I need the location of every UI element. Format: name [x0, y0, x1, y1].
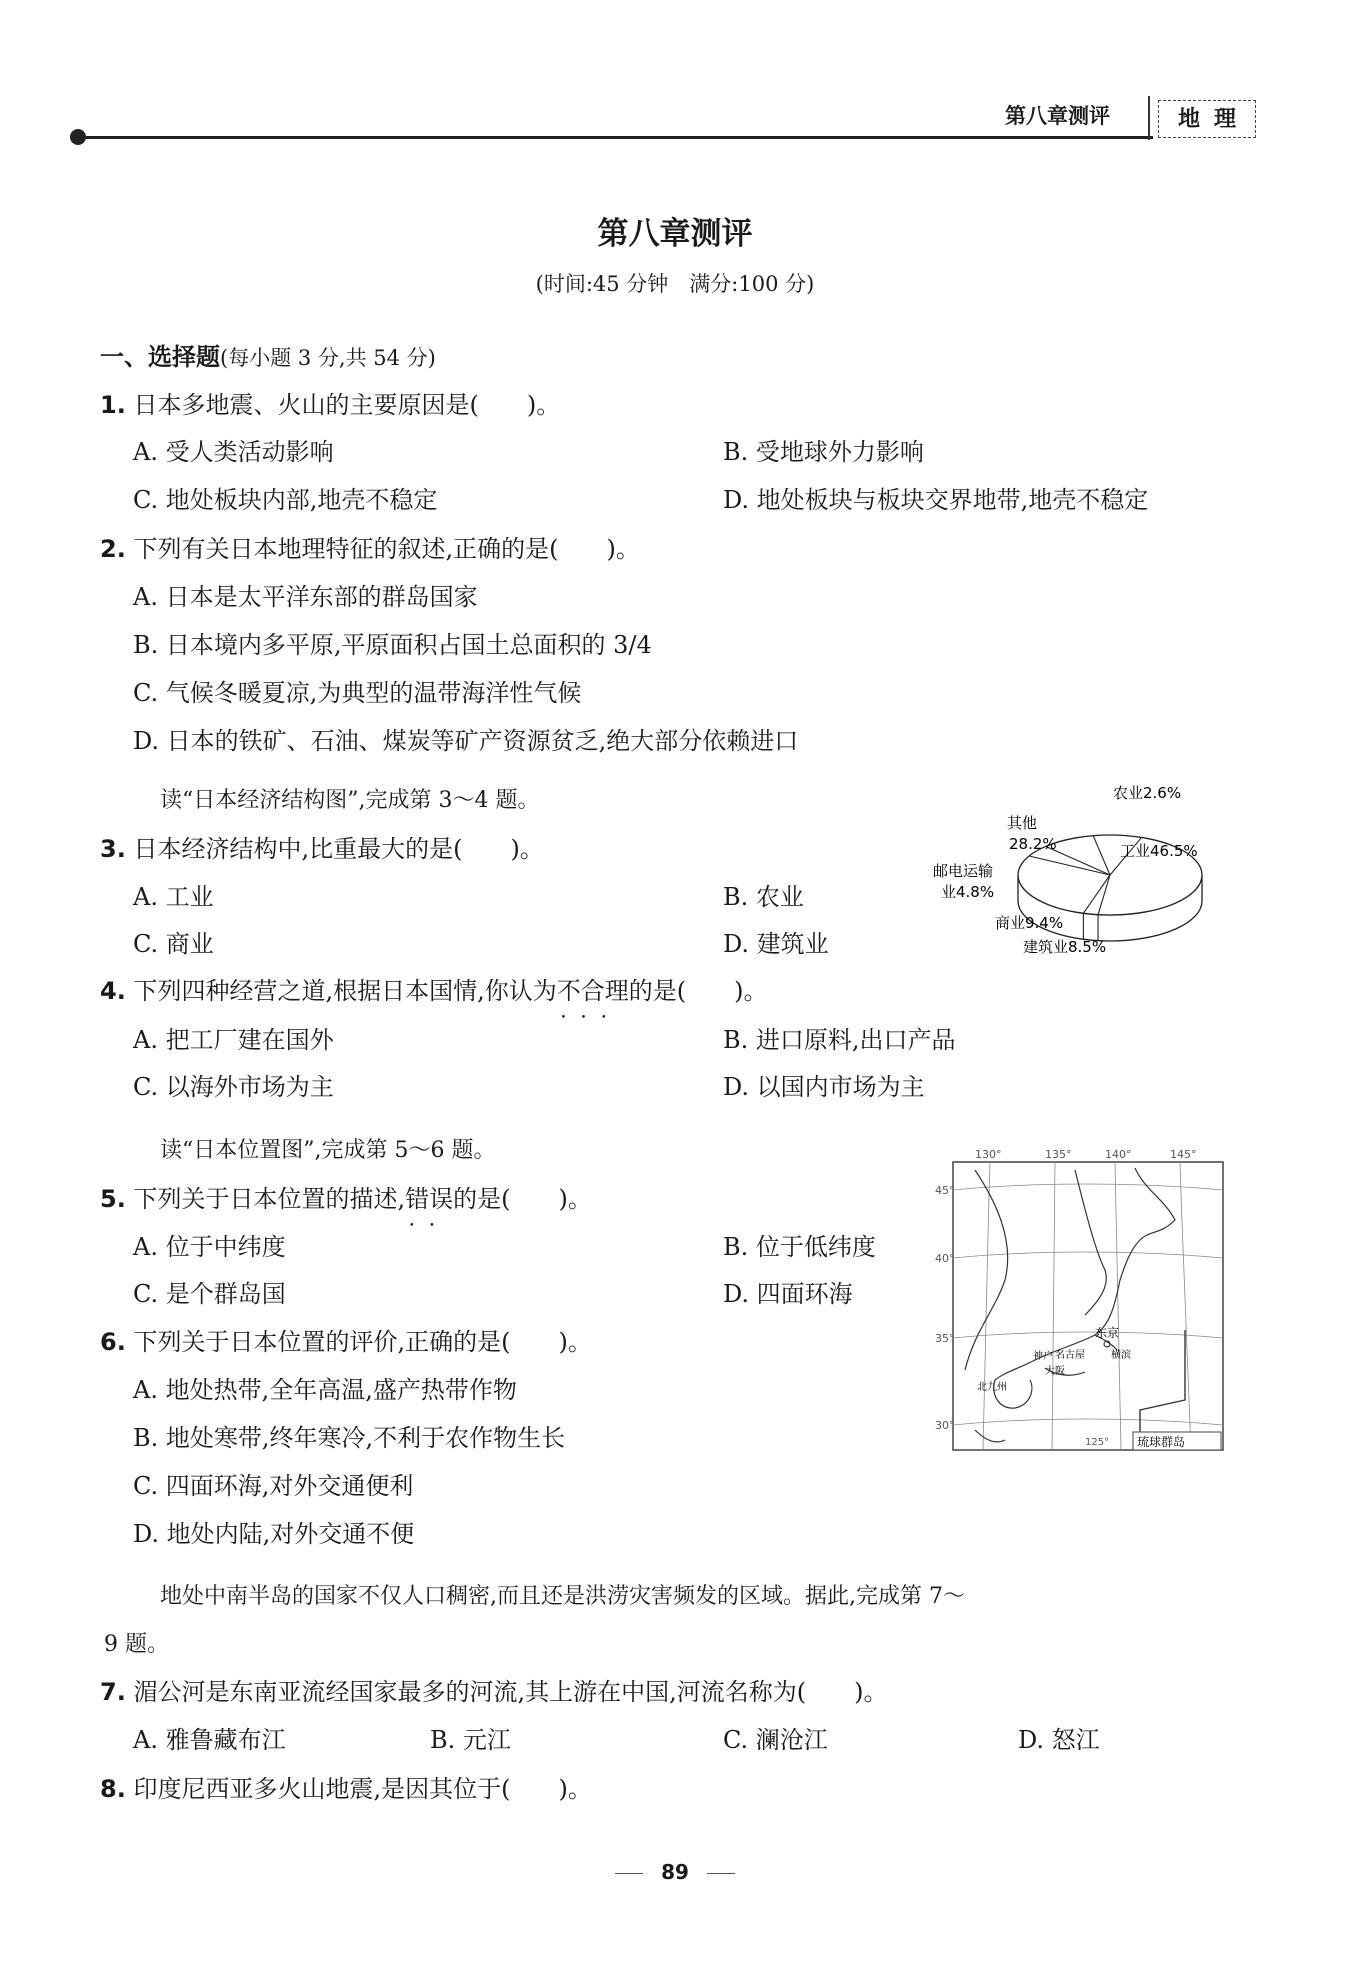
question-2: 2. 下列有关日本地理特征的叙述,正确的是( )。	[100, 535, 640, 563]
header-chapter: 第八章测评	[1005, 104, 1110, 128]
emphasis-wrong: 错误 • •	[405, 1185, 453, 1213]
q7-option-c: C. 澜沧江	[723, 1726, 828, 1754]
intro-q5-6: 读“日本位置图”,完成第 5～6 题。	[160, 1138, 496, 1163]
economy-structure-chart	[925, 780, 1235, 970]
q6-option-d: D. 地处内陆,对外交通不便	[133, 1520, 415, 1548]
q5-option-c: C. 是个群岛国	[133, 1280, 286, 1308]
question-1: 1. 日本多地震、火山的主要原因是( )。	[100, 391, 561, 419]
q1-option-d: D. 地处板块与板块交界地带,地壳不稳定	[723, 486, 1149, 514]
q5-option-d: D. 四面环海	[723, 1280, 853, 1308]
map-lat-30: 30°	[935, 1419, 955, 1432]
header-subject: 地理	[1158, 100, 1256, 138]
question-3: 3. 日本经济结构中,比重最大的是( )。	[100, 835, 544, 863]
q2-option-d: D. 日本的铁矿、石油、煤炭等矿产资源贫乏,绝大部分依赖进口	[133, 727, 799, 755]
map-lon-145: 145°	[1170, 1148, 1197, 1161]
label-post-2: 业4.8%	[941, 883, 995, 901]
q3-option-a: A. 工业	[133, 883, 214, 911]
label-commerce: 商业9.4%	[995, 914, 1064, 932]
page-number: 89	[0, 1860, 1350, 1884]
map-lon-135: 135°	[1045, 1148, 1072, 1161]
q4-option-a: A. 把工厂建在国外	[133, 1026, 334, 1054]
intro-q7-9-line1: 地处中南半岛的国家不仅人口稠密,而且还是洪涝灾害频发的区域。据此,完成第 7～	[160, 1584, 965, 1609]
map-lat-40: 40°	[935, 1252, 955, 1265]
q6-option-b: B. 地处寒带,终年寒冷,不利于农作物生长	[133, 1424, 566, 1452]
q1-option-c: C. 地处板块内部,地壳不稳定	[133, 486, 438, 514]
map-lon-125: 125°	[1085, 1437, 1110, 1448]
page-title: 第八章测评	[597, 216, 753, 252]
label-agriculture: 农业2.6%	[1113, 784, 1182, 802]
page-subtitle: (时间:45 分钟 满分:100 分)	[535, 272, 815, 296]
map-label-yokohama: 横滨	[1111, 1350, 1131, 1361]
emphasis-not-reasonable: 不合理 • • •	[557, 977, 629, 1005]
question-7: 7. 湄公河是东南亚流经国家最多的河流,其上游在中国,河流名称为( )。	[100, 1678, 888, 1706]
q4-option-c: C. 以海外市场为主	[133, 1073, 334, 1101]
map-label-osaka: 大阪	[1045, 1366, 1065, 1377]
q4-option-b: B. 进口原料,出口产品	[723, 1026, 956, 1054]
question-6: 6. 下列关于日本位置的评价,正确的是( )。	[100, 1328, 592, 1356]
q7-option-d: D. 怒江	[1018, 1726, 1100, 1754]
map-lon-130: 130°	[975, 1148, 1002, 1161]
map-label-kobe: 神户	[1033, 1351, 1053, 1362]
label-industry: 工业46.5%	[1120, 842, 1198, 860]
question-5: 5. 下列关于日本位置的描述,错误 • •的是( )。	[100, 1184, 592, 1214]
map-lon-140: 140°	[1105, 1148, 1132, 1161]
q7-option-b: B. 元江	[430, 1726, 511, 1754]
q3-option-d: D. 建筑业	[723, 930, 829, 958]
map-lat-45: 45°	[935, 1184, 955, 1197]
q2-option-a: A. 日本是太平洋东部的群岛国家	[133, 583, 478, 611]
q4-option-d: D. 以国内市场为主	[723, 1073, 925, 1101]
map-label-ryukyu: 琉球群岛	[1137, 1435, 1186, 1449]
map-lat-35: 35°	[935, 1332, 955, 1345]
q2-option-c: C. 气候冬暖夏凉,为典型的温带海洋性气候	[133, 679, 582, 707]
q7-option-a: A. 雅鲁藏布江	[133, 1726, 286, 1754]
label-post-1: 邮电运输	[933, 862, 994, 880]
q5-option-a: A. 位于中纬度	[133, 1233, 286, 1261]
section-heading: 一、选择题(每小题 3 分,共 54 分)	[100, 343, 436, 371]
q1-option-a: A. 受人类活动影响	[133, 438, 334, 466]
intro-q7-9-line2: 9 题。	[104, 1632, 169, 1657]
q6-option-c: C. 四面环海,对外交通便利	[133, 1472, 414, 1500]
q3-option-b: B. 农业	[723, 883, 804, 911]
question-4: 4. 下列四种经营之道,根据日本国情,你认为不合理 • • •的是( )。	[100, 976, 767, 1006]
q1-option-b: B. 受地球外力影响	[723, 438, 924, 466]
label-construction: 建筑业8.5%	[1023, 938, 1107, 956]
question-8: 8. 印度尼西亚多火山地震,是因其位于( )。	[100, 1775, 592, 1803]
q5-option-b: B. 位于低纬度	[723, 1233, 876, 1261]
japan-location-map	[935, 1140, 1235, 1470]
label-other-2: 28.2%	[1009, 835, 1057, 853]
map-label-kyushu: 北九州	[977, 1382, 1007, 1393]
header-rule	[78, 136, 1153, 139]
intro-q3-4: 读“日本经济结构图”,完成第 3～4 题。	[160, 788, 540, 813]
q6-option-a: A. 地处热带,全年高温,盛产热带作物	[133, 1376, 517, 1404]
label-other-1: 其他	[1007, 814, 1038, 832]
map-label-nagoya: 名古屋	[1055, 1350, 1085, 1361]
header-separator	[1148, 96, 1150, 140]
q2-option-b: B. 日本境内多平原,平原面积占国土总面积的 3/4	[133, 631, 652, 659]
map-label-tokyo: 东京	[1095, 1326, 1120, 1340]
q3-option-c: C. 商业	[133, 930, 214, 958]
